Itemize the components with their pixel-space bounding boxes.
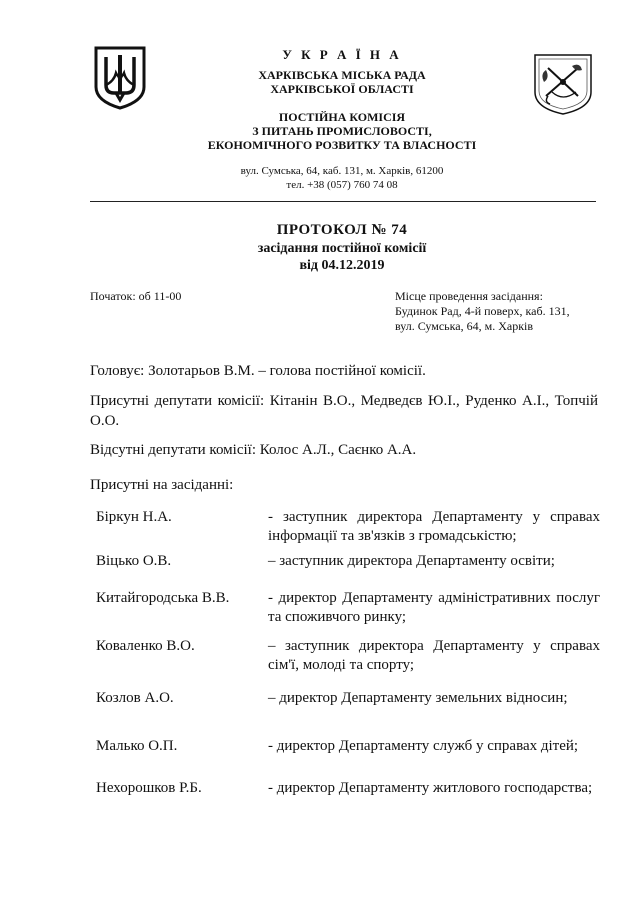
venue-label: Місце проведення засідання: (395, 289, 543, 303)
start-time: Початок: об 11-00 (90, 289, 182, 303)
attendee-role: - директор Департаменту житлового господарства; (268, 780, 593, 796)
council-name-line1: ХАРКІВСЬКА МІСЬКА РАДА (258, 68, 426, 82)
venue-block (395, 289, 595, 334)
attendee-name: Нехорошков Р.Б. (96, 780, 202, 796)
attendee-role: - директор Департаменту служб у справах дітей; (268, 738, 579, 754)
commission-name-line1: ПОСТІЙНА КОМІСІЯ (278, 110, 406, 124)
header-divider (90, 201, 596, 202)
attendee-name: Малько О.П. (96, 738, 178, 754)
present-deputies-paragraph: Присутні депутати комісії: Кітанін В.О., Медведєв Ю.І., Руденко А.І., Топчій О.О. (90, 393, 598, 429)
commission-name-line2: З ПИТАНЬ ПРОМИСЛОВОСТІ, (252, 124, 432, 138)
attendee-role: - директор Департаменту адміністративних послуг та споживчого ринку; (268, 590, 600, 625)
ukraine-trident-icon (92, 45, 148, 111)
attendee-role: - заступник директора Департаменту у справах інформації та зв'язків з громадськістю; (268, 509, 600, 544)
absent-deputies-paragraph: Відсутні депутати комісії: Колос А.Л., Саєнко А.А. (90, 442, 417, 458)
venue-street: вул. Сумська, 64, м. Харків (395, 319, 534, 333)
attendee-role: – заступник директора Департаменту освіти; (268, 553, 555, 569)
country-title: У К Р А Ї Н А (282, 47, 402, 62)
protocol-number: ПРОТОКОЛ № 74 (276, 222, 408, 238)
document-title (150, 221, 534, 274)
phone-line: тел. +38 (057) 760 74 08 (286, 179, 398, 191)
protocol-subtitle: засідання постійної комісії (257, 241, 427, 256)
protocol-date: від 04.12.2019 (299, 258, 385, 273)
council-name (150, 68, 534, 96)
council-name-line2: ХАРКІВСЬКОЇ ОБЛАСТІ (270, 82, 414, 96)
commission-name (150, 110, 534, 152)
commission-name-line3: ЕКОНОМІЧНОГО РОЗВИТКУ ТА ВЛАСНОСТІ (207, 138, 477, 152)
kharkiv-coat-of-arms-icon (532, 52, 594, 116)
attendees-heading: Присутні на засіданні: (90, 477, 234, 493)
attendee-name: Китайгородська В.В. (96, 590, 230, 606)
attendee-role: – заступник директора Департаменту у справах сім'ї, молоді та спорту; (268, 638, 600, 673)
attendee-name: Коваленко В.О. (96, 638, 195, 654)
attendee-name: Козлов А.О. (96, 690, 174, 706)
attendee-role: – директор Департаменту земельних відносин; (268, 690, 568, 706)
address-block (150, 164, 534, 192)
venue-building: Будинок Рад, 4-й поверх, каб. 131, (395, 304, 570, 318)
chair-paragraph: Головує: Золотарьов В.М. – голова постійної комісії. (90, 363, 426, 379)
attendee-name: Віцько О.В. (96, 553, 172, 569)
address-line: вул. Сумська, 64, каб. 131, м. Харків, 61200 (240, 165, 444, 177)
attendee-name: Біркун Н.А. (96, 509, 172, 525)
